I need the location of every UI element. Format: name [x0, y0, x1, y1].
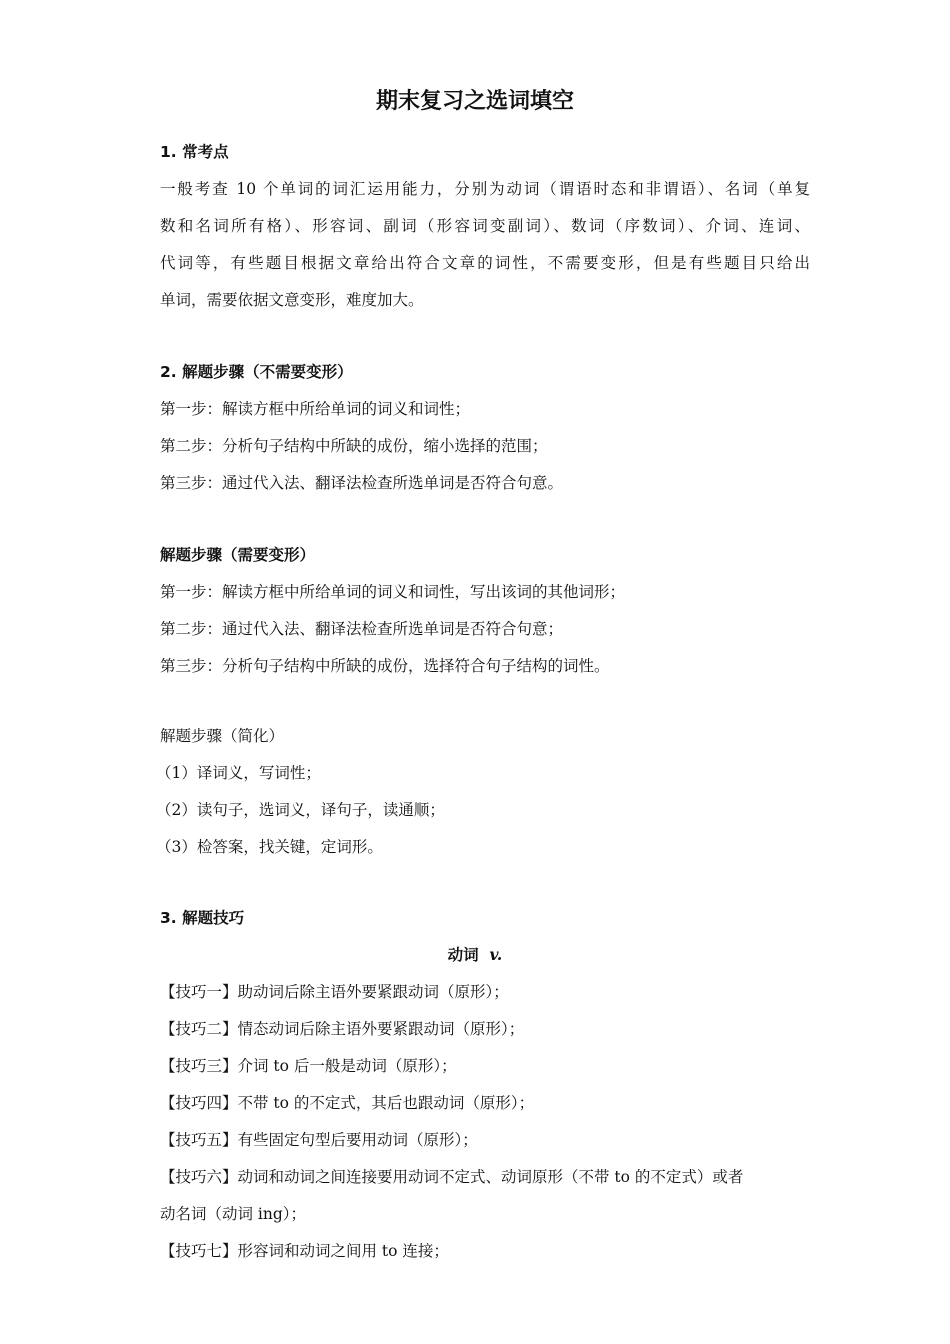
section-heading-steps-no-change: 2. 解题步骤（不需要变形） [160, 363, 353, 381]
paragraph-line: 代词等，有些题目根据文章给出符合文章的词性，不需要变形，但是有些题目只给出 [160, 254, 810, 272]
paragraph-line: 一般考查 10 个单词的词汇运用能力，分别为动词（谓语时态和非谓语）、名词（单复 [160, 180, 810, 198]
tip-line: 【技巧六】动词和动词之间连接要用动词不定式、动词原形（不带 to 的不定式）或者 [160, 1168, 744, 1186]
step-line: （2）读句子，选词义，译句子，读通顺； [156, 801, 445, 819]
subheading-verb [0, 937, 950, 973]
step-line: 第二步：分析句子结构中所缺的成份，缩小选择的范围； [160, 437, 548, 455]
section-heading-steps-simplified: 解题步骤（简化） [160, 727, 285, 745]
section-heading-common-points: 1. 常考点 [160, 143, 229, 161]
step-line: 第二步：通过代入法、翻译法检查所选单词是否符合句意； [160, 620, 564, 638]
section-heading-steps-change: 解题步骤（需要变形） [160, 546, 316, 564]
tip-line: 动名词（动词 ing）； [160, 1205, 307, 1223]
step-line: 第一步：解读方框中所给单词的词义和词性； [160, 400, 471, 418]
paragraph-line: 单词，需要依据文意变形，难度加大。 [160, 291, 424, 309]
page-title: 期末复习之选词填空 [375, 89, 574, 114]
tip-line: 【技巧七】形容词和动词之间用 to 连接； [160, 1242, 449, 1260]
subheading-verb-abbr: v. [489, 945, 503, 964]
section-heading-techniques: 3. 解题技巧 [160, 909, 245, 927]
tip-line: 【技巧三】介词 to 后一般是动词（原形）； [160, 1057, 457, 1075]
tip-line: 【技巧二】情态动词后除主语外要紧跟动词（原形）； [160, 1020, 525, 1038]
step-line: 第一步：解读方框中所给单词的词义和词性，写出该词的其他词形； [160, 583, 626, 601]
step-line: （1）译词义，写词性； [156, 764, 321, 782]
step-line: 第三步：分析句子结构中所缺的成份，选择符合句子结构的词性。 [160, 657, 610, 675]
tip-line: 【技巧五】有些固定句型后要用动词（原形）； [160, 1131, 478, 1149]
step-line: 第三步：通过代入法、翻译法检查所选单词是否符合句意。 [160, 474, 564, 492]
tip-line: 【技巧四】不带 to 的不定式，其后也跟动词（原形）； [160, 1094, 535, 1112]
paragraph-line: 数和名词所有格）、形容词、副词（形容词变副词）、数词（序数词）、介词、连词、 [160, 217, 810, 235]
tip-line: 【技巧一】助动词后除主语外要紧跟动词（原形）； [160, 983, 509, 1001]
subheading-verb-text: 动词 [447, 946, 479, 964]
step-line: （3）检答案，找关键，定词形。 [156, 838, 383, 856]
